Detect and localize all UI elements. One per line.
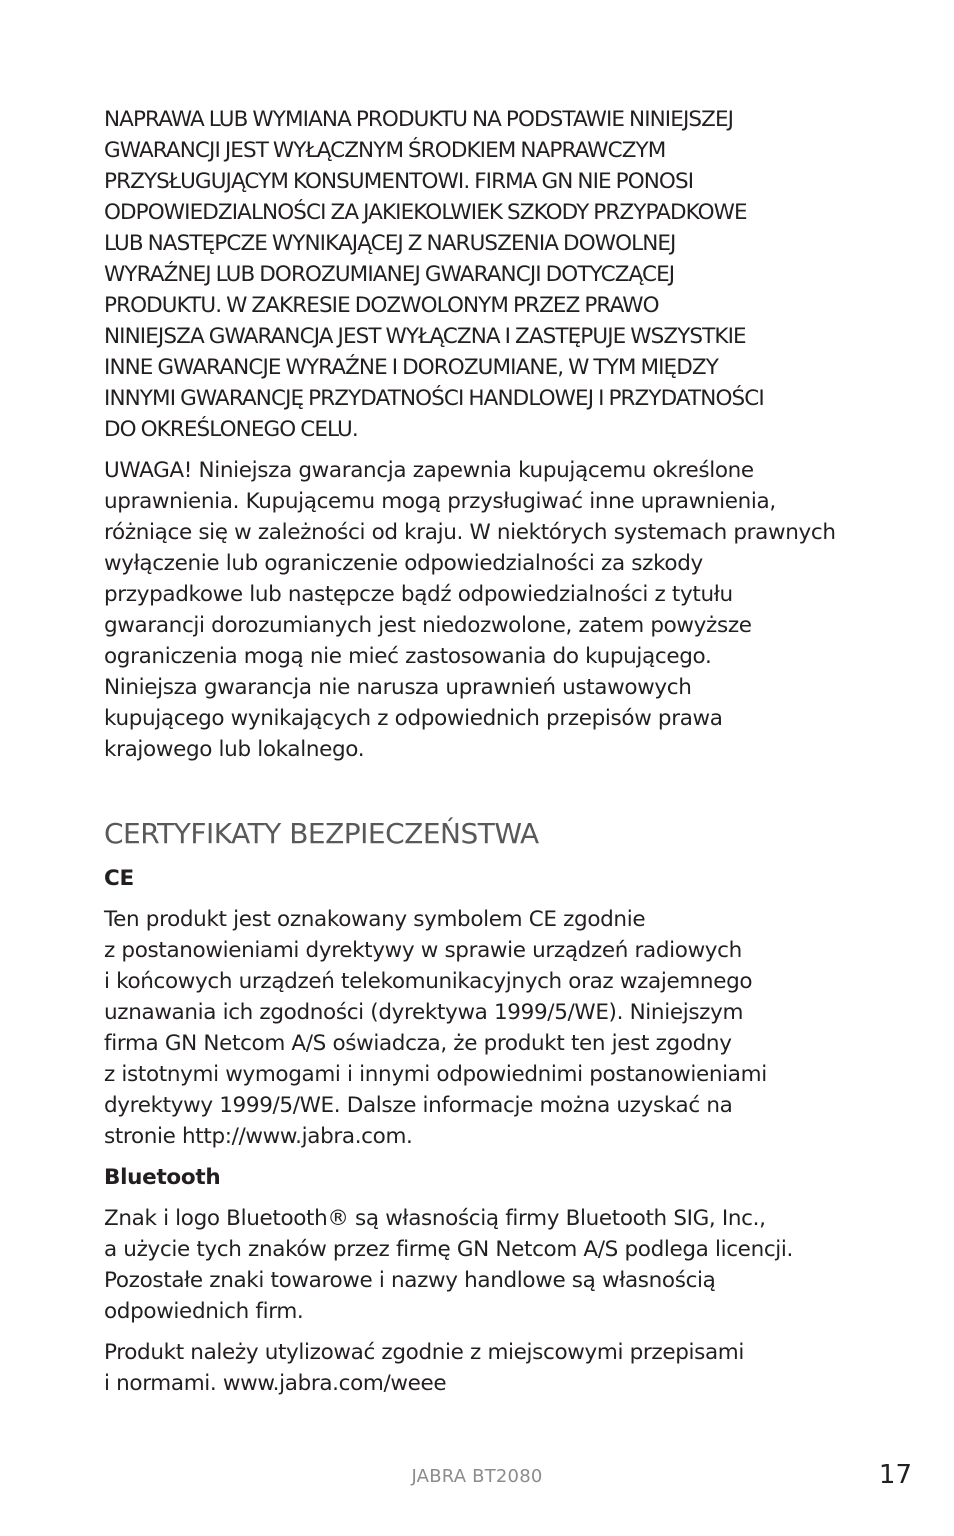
text-line: NINIEJSZA GWARANCJA JEST WYŁĄCZNA I ZASTĘPUJE WSZYSTKIE [104, 324, 746, 349]
text-line: Produkt należy utylizować zgodnie z miejscowymi przepisami [104, 1340, 745, 1365]
text-line: Niniejsza gwarancja nie narusza uprawnień ustawowych [104, 675, 692, 700]
text-line: z istotnymi wymogami i innymi odpowiednimi postanowieniami [104, 1062, 767, 1087]
footer-product-name: JABRA BT2080 [411, 1466, 543, 1487]
text-line: ograniczenia mogą nie mieć zastosowania do kupującego. [104, 644, 712, 669]
text-line: i końcowych urządzeń telekomunikacyjnych oraz wzajemnego [104, 969, 753, 994]
text-line: uznawania ich zgodności (dyrektywa 1999/5/WE). Niniejszym [104, 1000, 744, 1025]
text-line: z postanowieniami dyrektywy w sprawie urządzeń radiowych [104, 938, 742, 963]
text-line: a użycie tych znaków przez firmę GN Netcom A/S podlega licencji. [104, 1237, 794, 1262]
bluetooth-paragraph [104, 1203, 852, 1327]
text-line: PRODUKTU. W ZAKRESIE DOZWOLONYM PRZEZ PRAWO [104, 293, 659, 318]
page-content [104, 104, 852, 1399]
disposal-paragraph [104, 1337, 852, 1399]
text-line: UWAGA! Niniejsza gwarancja zapewnia kupującemu określone [104, 458, 754, 483]
text-line: przypadkowe lub następcze bądź odpowiedzialności z tytułu [104, 582, 733, 607]
text-line: uprawnienia. Kupującemu mogą przysługiwać inne uprawnienia, [104, 489, 776, 514]
section-heading: CERTYFIKATY BEZPIECZEŃSTWA [104, 817, 539, 850]
ce-heading: CE [104, 866, 134, 891]
page-number: 17 [878, 1460, 912, 1490]
text-line: NAPRAWA LUB WYMIANA PRODUKTU NA PODSTAWIE NINIEJSZEJ [104, 107, 734, 132]
text-line: WYRAŹNEJ LUB DOROZUMIANEJ GWARANCJI DOTYCZĄCEJ [104, 262, 675, 287]
text-line: GWARANCJI JEST WYŁĄCZNYM ŚRODKIEM NAPRAWCZYM [104, 138, 666, 163]
text-line: INNYMI GWARANCJĘ PRZYDATNOŚCI HANDLOWEJ I PRZYDATNOŚCI [104, 386, 764, 411]
text-line: stronie http://www.jabra.com. [104, 1124, 413, 1149]
text-line: LUB NASTĘPCZE WYNIKAJĄCEJ Z NARUSZENIA DOWOLNEJ [104, 231, 676, 256]
notice-paragraph [104, 455, 852, 765]
text-line: ODPOWIEDZIALNOŚCI ZA JAKIEKOLWIEK SZKODY PRZYPADKOWE [104, 200, 747, 225]
text-line: INNE GWARANCJE WYRAŹNE I DOROZUMIANE, W TYM MIĘDZY [104, 355, 718, 380]
text-line: Ten produkt jest oznakowany symbolem CE zgodnie [104, 907, 646, 932]
text-line: różniące się w zależności od kraju. W niektórych systemach prawnych [104, 520, 836, 545]
text-line: Pozostałe znaki towarowe i nazwy handlowe są własnością [104, 1268, 716, 1293]
text-line: kupującego wynikających z odpowiednich przepisów prawa [104, 706, 723, 731]
text-line: i normami. www.jabra.com/weee [104, 1371, 447, 1396]
text-line: krajowego lub lokalnego. [104, 737, 365, 762]
text-line: firma GN Netcom A/S oświadcza, że produkt ten jest zgodny [104, 1031, 732, 1056]
ce-paragraph [104, 904, 852, 1152]
text-line: DO OKREŚLONEGO CELU. [104, 417, 358, 442]
warranty-caps-paragraph [104, 104, 852, 445]
text-line: wyłączenie lub ograniczenie odpowiedzialności za szkody [104, 551, 703, 576]
text-line: dyrektywy 1999/5/WE. Dalsze informacje można uzyskać na [104, 1093, 733, 1118]
text-line: odpowiednich firm. [104, 1299, 304, 1324]
text-line: Znak i logo Bluetooth® są własnością firmy Bluetooth SIG, Inc., [104, 1206, 766, 1231]
text-line: gwarancji dorozumianych jest niedozwolone, zatem powyższe [104, 613, 752, 638]
text-line: PRZYSŁUGUJĄCYM KONSUMENTOWI. FIRMA GN NIE PONOSI [104, 169, 694, 194]
bluetooth-heading: Bluetooth [104, 1165, 221, 1190]
